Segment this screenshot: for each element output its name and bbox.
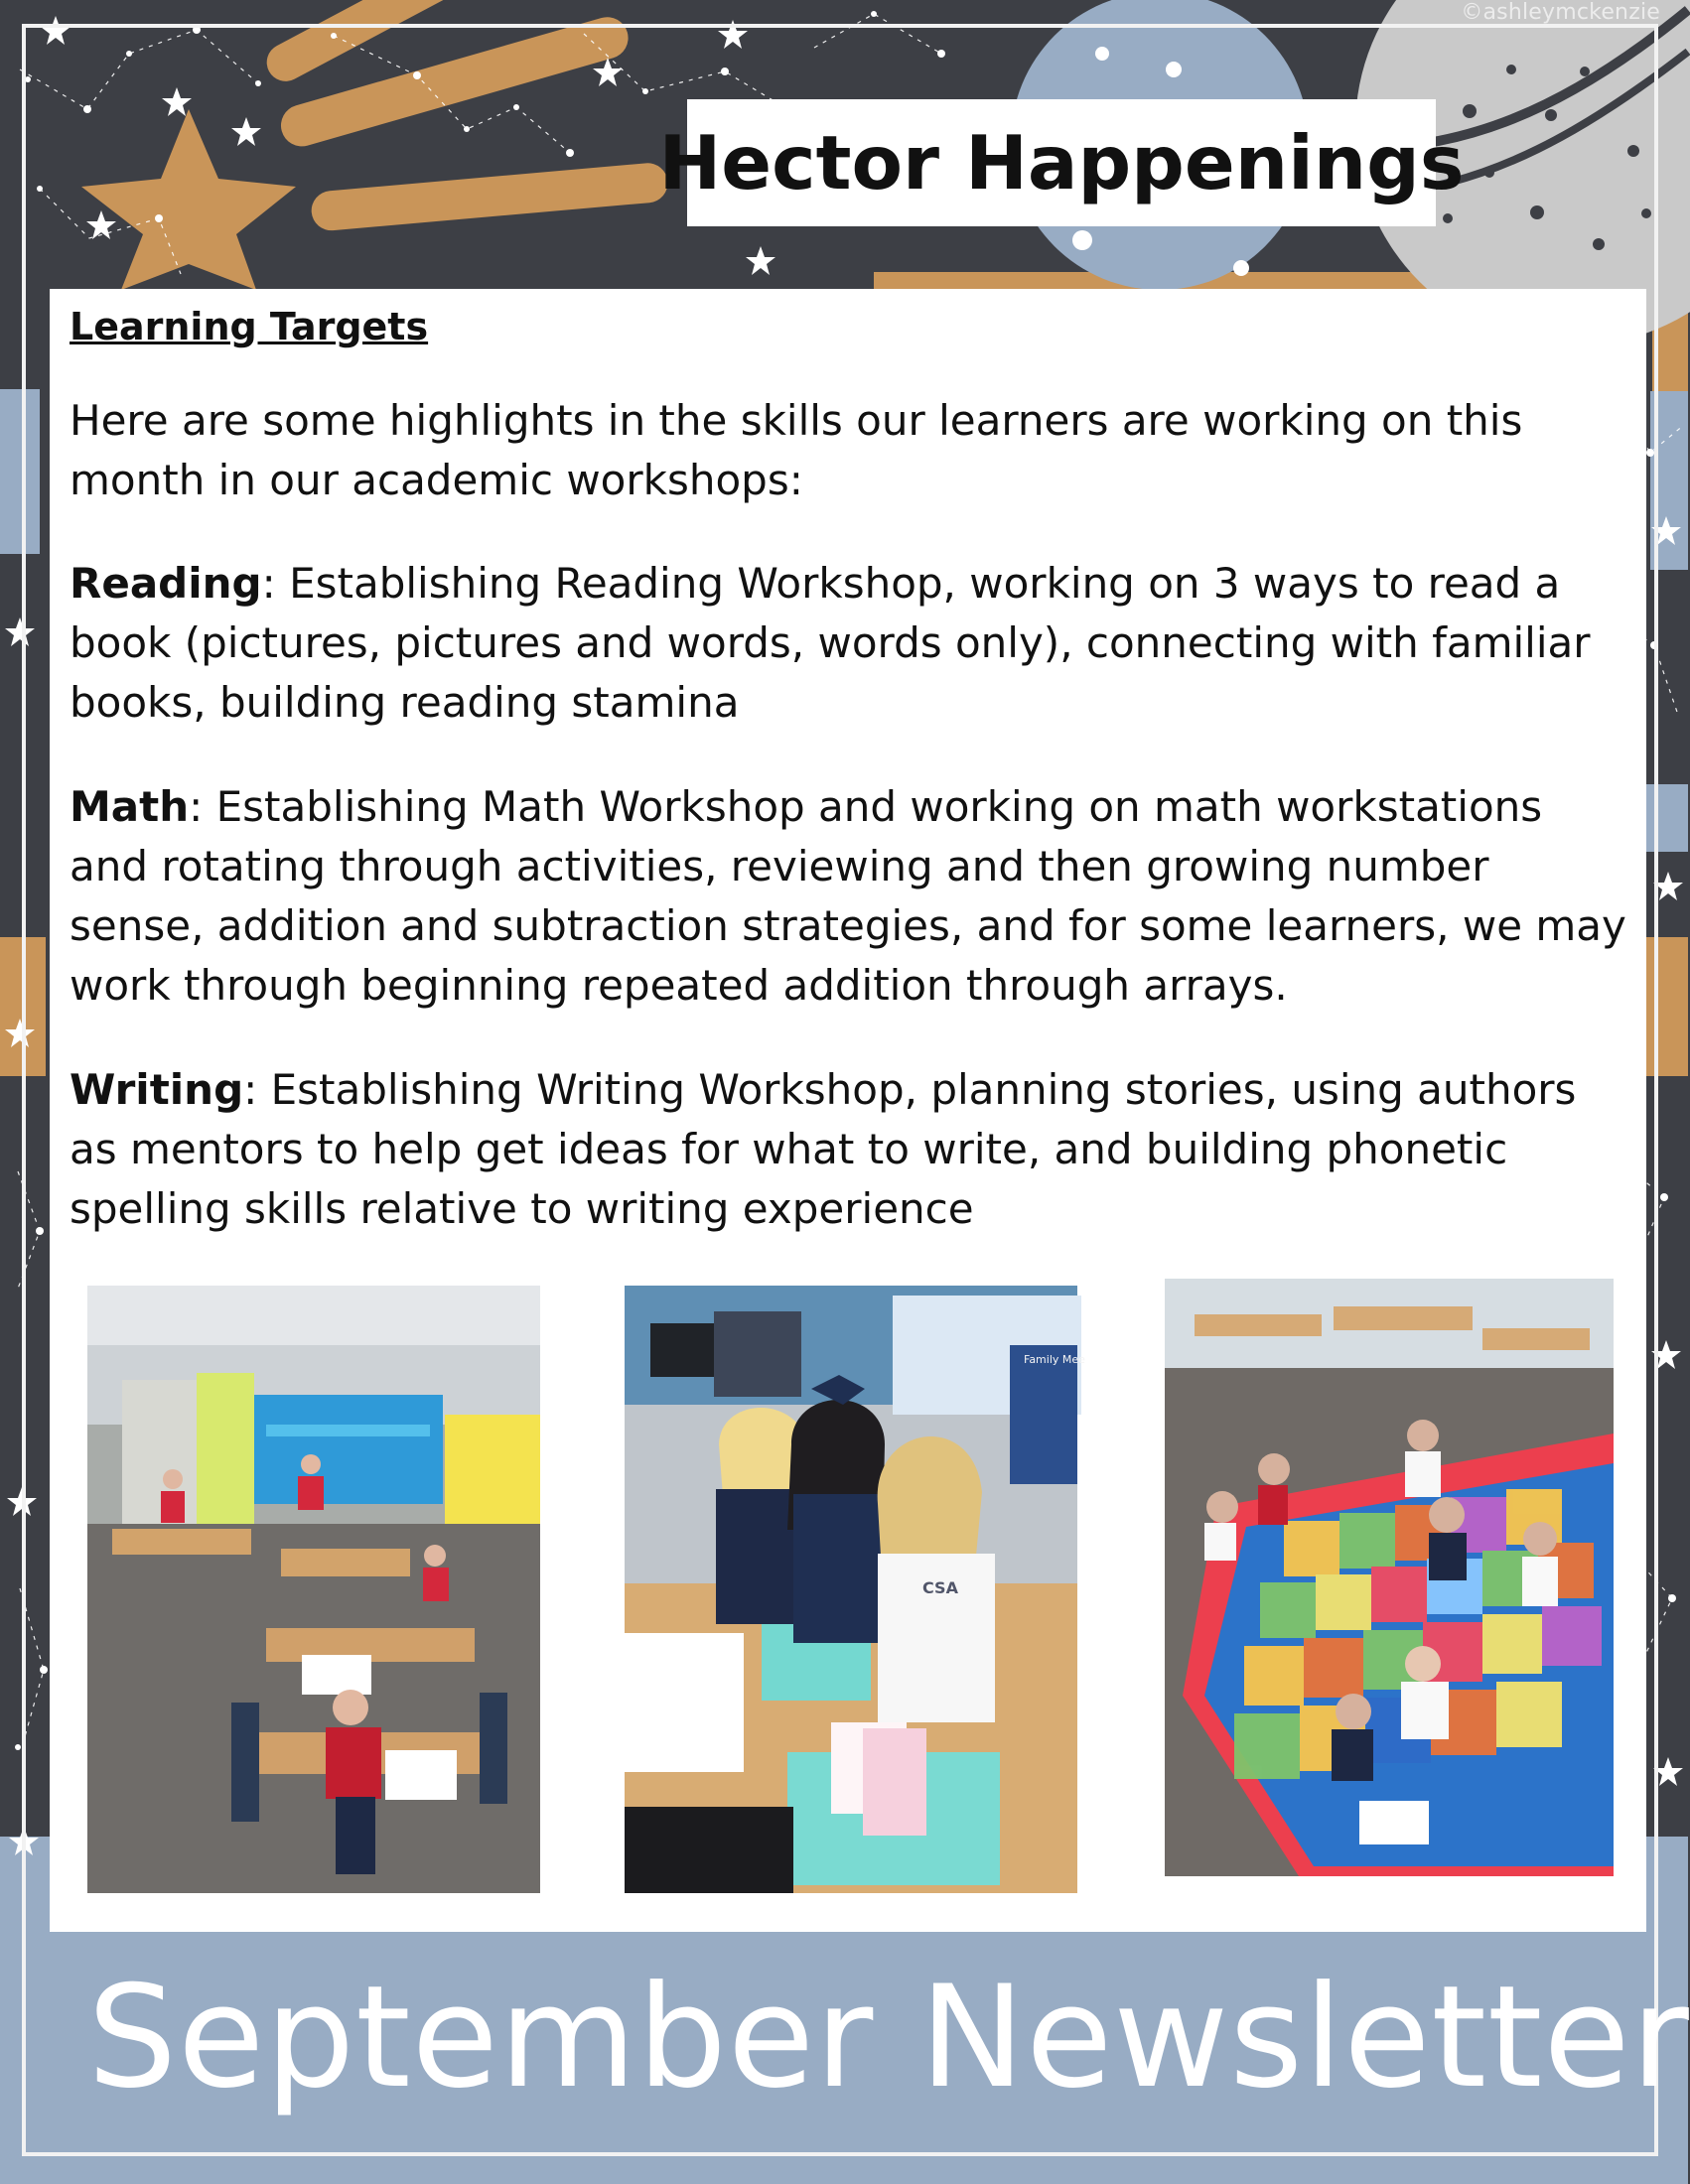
newsletter-header-title-box [658, 99, 1465, 226]
classroom-photo-alphabet-rug [1165, 1279, 1614, 1876]
learning-targets-intro: Here are some highlights in the skills our learners are working on this month in our academic workshops: [70, 395, 1523, 504]
reading-label: Reading [70, 558, 262, 608]
september-newsletter-title: September Newsletter [87, 1956, 1690, 2119]
classroom-tables-image [87, 1286, 540, 1893]
writing-topic [70, 1060, 1626, 1239]
math-description: : Establishing Math Workshop and working on math workstations and rotating through activities, reviewing and then growing number sense, addition and subtraction strategies, and for some learners, we may work through beginning repeated addition through arrays. [70, 781, 1626, 1010]
three-girls-book-bins-image [625, 1286, 1085, 1893]
writing-label: Writing [70, 1064, 244, 1114]
family-wall-sign: Family Mee [1024, 1353, 1085, 1366]
classroom-photo-tables [87, 1286, 540, 1893]
shirt-logo: CSA [922, 1578, 958, 1597]
reading-topic [70, 554, 1626, 733]
classroom-photo-row [50, 1286, 1646, 1893]
math-label: Math [70, 781, 190, 831]
reading-description: : Establishing Reading Workshop, working on 3 ways to read a book (pictures, pictures and words, words only), connecting with familiar books, building reading stamina [70, 558, 1591, 727]
writing-description: : Establishing Writing Workshop, planning stories, using authors as mentors to help get ideas for what to write, and building phonetic spelling skills relative to writing experience [70, 1064, 1577, 1233]
alphabet-rug-reading-image [1165, 1279, 1614, 1876]
learning-targets-panel [50, 289, 1646, 1932]
learning-targets-heading: Learning Targets [70, 305, 429, 348]
classroom-photo-girls [625, 1286, 1085, 1893]
math-topic [70, 777, 1626, 1016]
newsletter-title: Hector Happenings [658, 118, 1465, 206]
copyright-text: ©ashleymckenzie [1461, 0, 1660, 25]
